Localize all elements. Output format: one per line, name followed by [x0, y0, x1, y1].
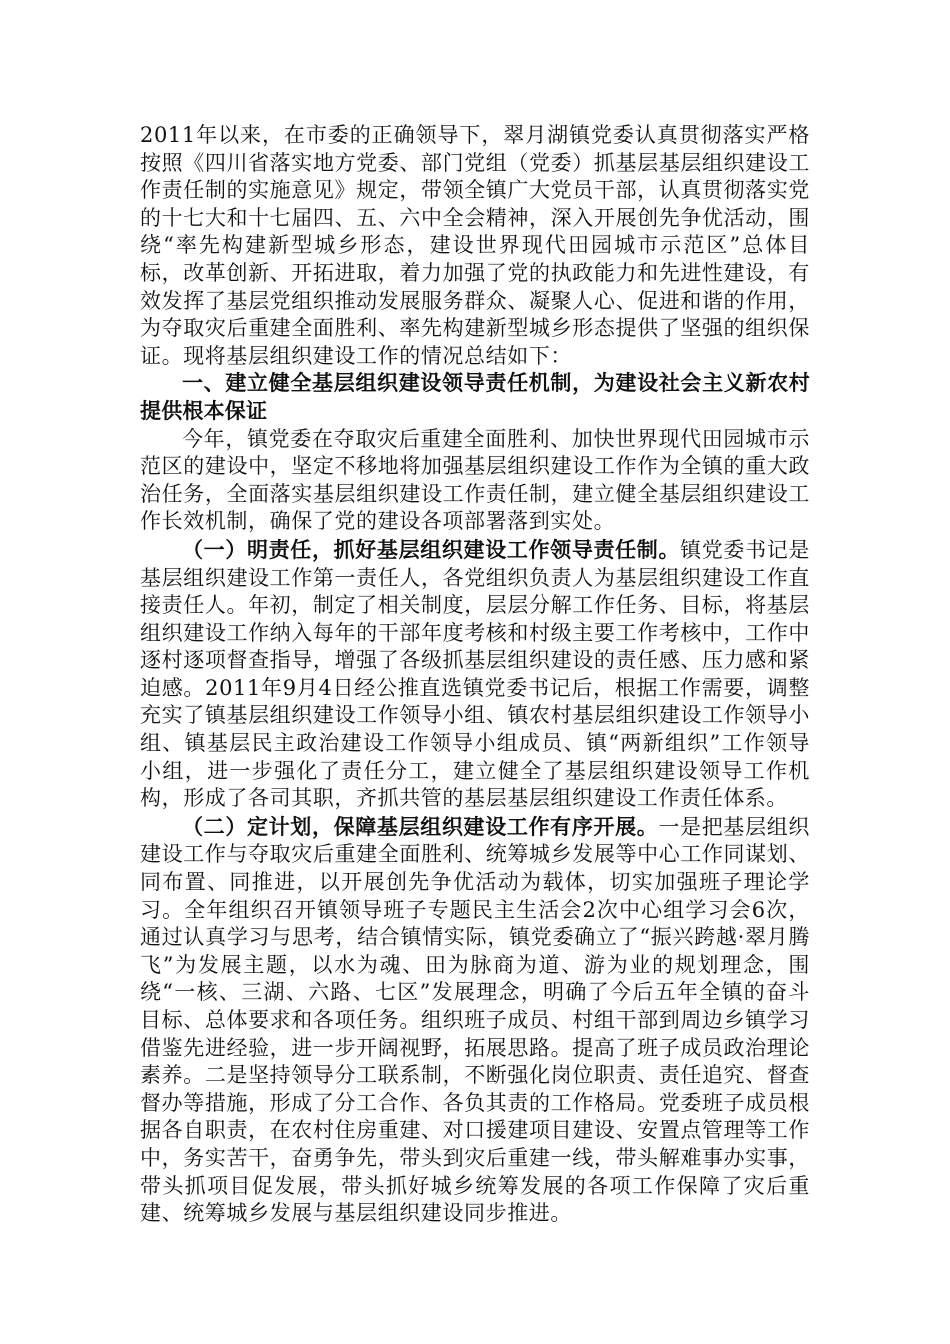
item-2-paragraph — [140, 813, 810, 1228]
document-page — [140, 122, 810, 1228]
section-1-intro-paragraph: 今年，镇党委在夺取灾后重建全面胜利、加快世界现代田园城市示范区的建设中，坚定不移地将加强基层组织建设工作作为全镇的重大政治任务，全面落实基层组织建设工作责任制，建立健全基层组织建设工作长效机制，确保了党的建设各项部署落到实处。 — [140, 426, 810, 534]
item-2-lead: （二）定计划，保障基层组织建设工作有序开展。 — [182, 813, 659, 839]
intro-paragraph: 2011年以来，在市委的正确领导下，翠月湖镇党委认真贯彻落实严格按照《四川省落实地方党委、部门党组（党委）抓基层基层组织建设工作责任制的实施意见》规定，带领全镇广大党员干部，认真贯彻落实党的十七大和十七届四、五、六中全会精神，深入开展创先争优活动，围绕“率先构建新型城乡形态，建设世界现代田园城市示范区”总体目标，改革创新、开拓进取，着力加强了党的执政能力和先进性建设，有效发挥了基层党组织推动发展服务群众、凝聚人心、促进和谐的作用，为夺取灾后重建全面胜利、率先构建新型城乡形态提供了坚强的组织保证。现将基层组织建设工作的情况总结如下： — [140, 123, 810, 368]
section-heading-1: 一、建立健全基层组织建设领导责任机制，为建设社会主义新农村提供根本保证 — [140, 371, 810, 423]
item-2-body: 一是把基层组织建设工作与夺取灾后重建全面胜利、统筹城乡发展等中心工作同谋划、同布置、同推进，以开展创先争优活动为载体，切实加强班子理论学习。全年组织召开镇领导班子专题民主生活会2次中心组学习会6次，通过认真学习与思考，结合镇情实际，镇党委确立了“振兴跨越·翠月腾飞”为发展主题，以水为魂、田为脉商为道、游为业的规划理念，围绕“一核、三湖、六路、七区”发展理念，明确了今后五年全镇的奋斗目标、总体要求和各项任务。组织班子成员、村组干部到周边乡镇学习借鉴先进经验，进一步开阔视野，拓展思路。提高了班子成员政治理论素养。二是坚持领导分工联系制，不断强化岗位职责、责任追究、督查督办等措施，形成了分工合作、各负其责的工作格局。党委班子成员根据各自职责，在农村住房重建、对口援建项目建设、安置点管理等工作中，务实苦干，奋勇争先，带头到灾后重建一线，带头解难事办实事，带头抓项目促发展，带头抓好城乡统筹发展的各项工作保障了灾后重建、统筹城乡发展与基层组织建设同步推进。 — [140, 814, 810, 1226]
item-1-body: 镇党委书记是基层组织建设工作第一责任人，各党组织负责人为基层组织建设工作直接责任人。年初，制定了相关制度，层层分解工作任务、目标，将基层组织建设工作纳入每年的干部年度考核和村级主要工作考核中，工作中逐村逐项督查指导，增强了各级抓基层组织建设的责任感、压力感和紧迫感。2011年9月4日经公推直选镇党委书记后，根据工作需要，调整充实了镇基层组织建设工作领导小组、镇农村基层组织建设工作领导小组、镇基层民主政治建设工作领导小组成员、镇“两新组织”工作领导小组，进一步强化了责任分工，建立健全了基层组织建设领导工作机构，形成了各司其职，齐抓共管的基层基层组织建设工作责任体系。 — [140, 537, 810, 811]
item-1-paragraph — [140, 536, 810, 813]
item-1-lead: （一）明责任，抓好基层组织建设工作领导责任制。 — [182, 536, 681, 562]
